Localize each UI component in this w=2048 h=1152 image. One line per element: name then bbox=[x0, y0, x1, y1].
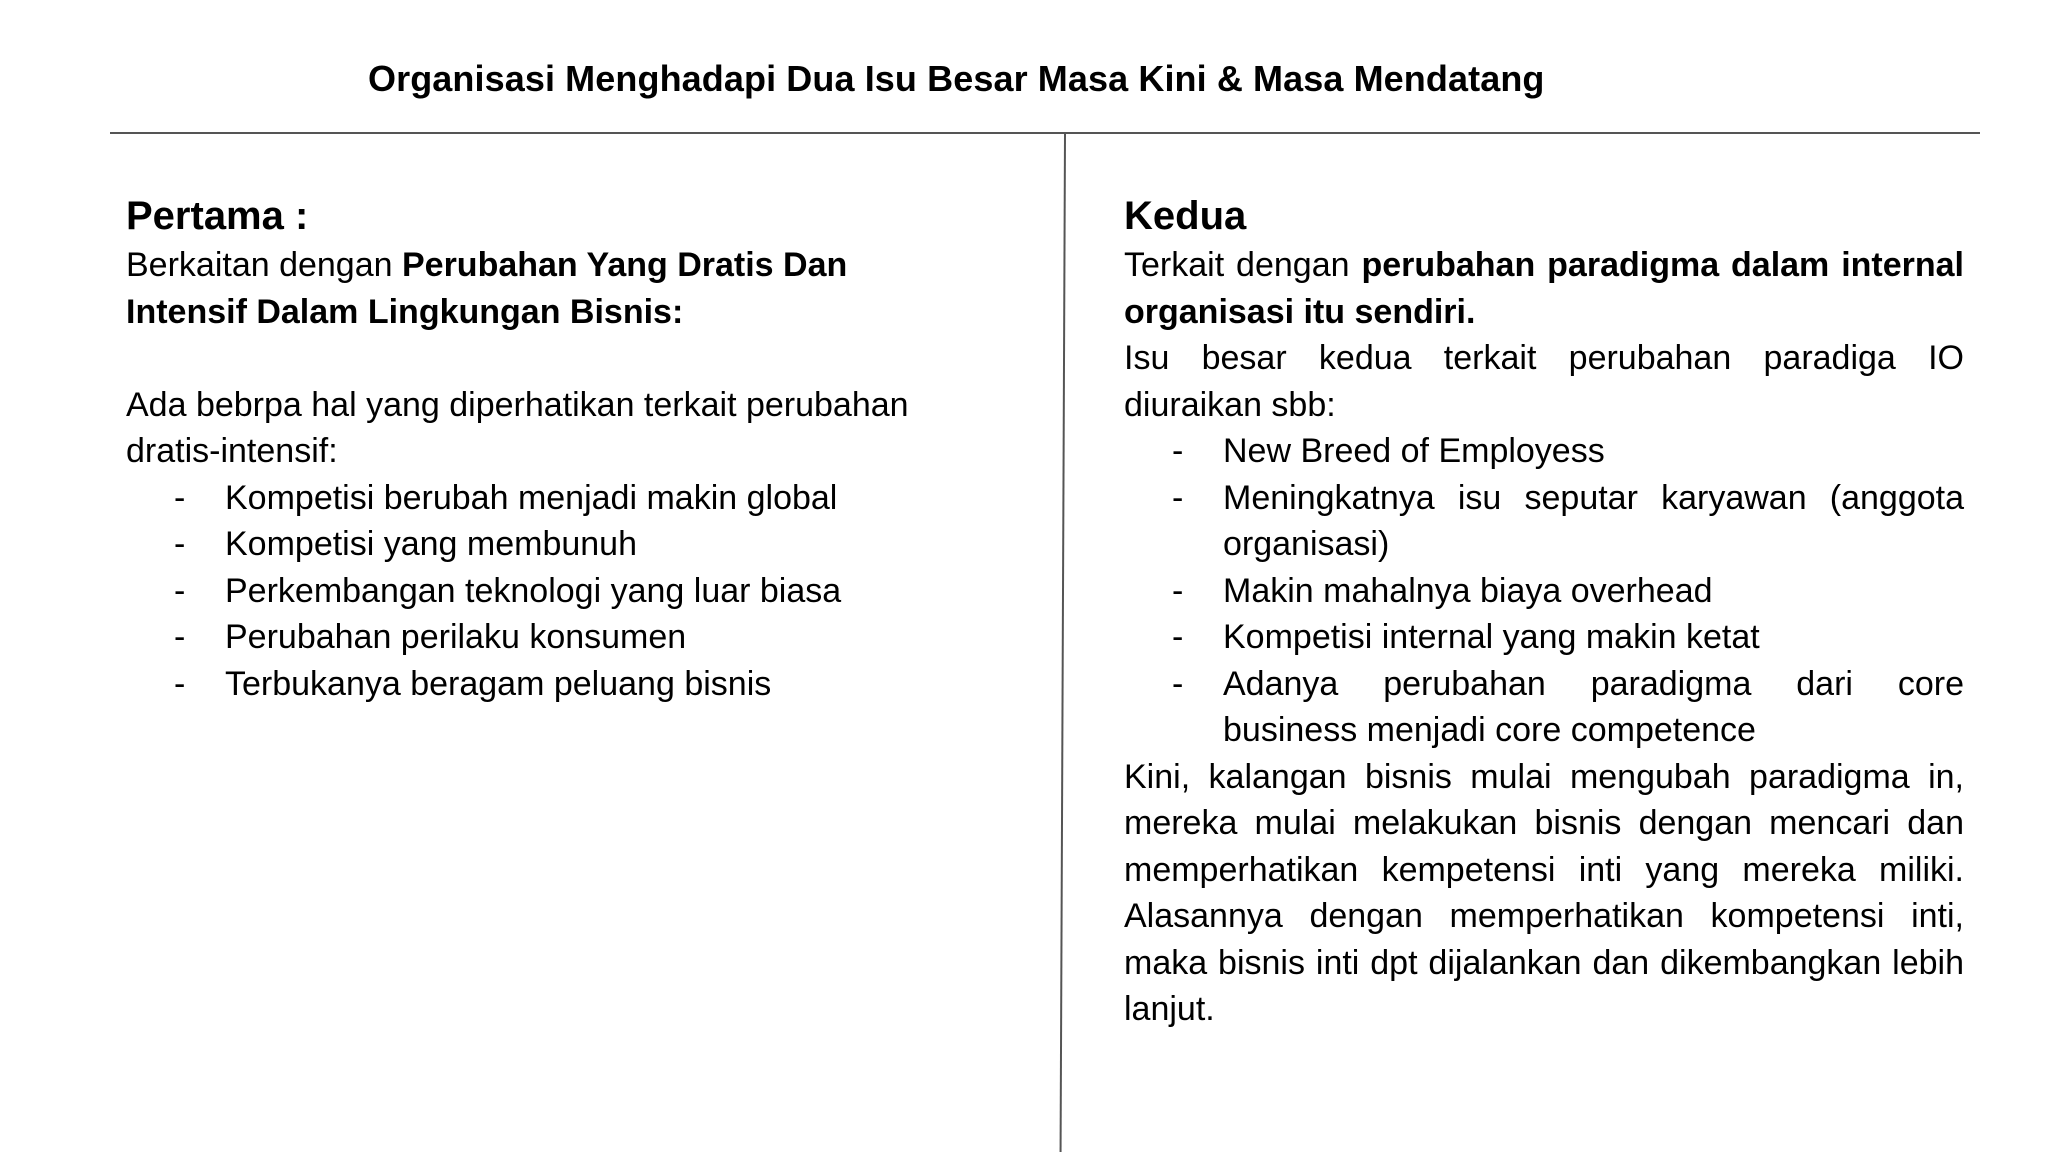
bullet-dash: - bbox=[174, 478, 186, 517]
list-item-text: Adanya perubahan paradigma dari core business menjadi core competence bbox=[1223, 664, 1964, 749]
bullet-dash: - bbox=[174, 664, 186, 703]
bullet-dash: - bbox=[1172, 571, 1184, 610]
right-closing-paragraph: Kini, kalangan bisnis mulai mengubah paradigma in, mereka mulai melakukan bisnis dengan mencari dan memperhatikan kempetensi inti yang mereka miliki. Alasannya dengan memperhatikan kompetensi inti, maka bisnis inti dpt dijalankan dan dikembangkan lebih lanjut. bbox=[1124, 757, 1964, 1028]
list-item-text: Terbukanya beragam peluang bisnis bbox=[225, 664, 772, 703]
column-divider bbox=[1060, 134, 1066, 1152]
list-item bbox=[1124, 614, 1964, 661]
bullet-dash: - bbox=[1172, 664, 1184, 703]
list-item-text: New Breed of Employess bbox=[1223, 432, 1605, 470]
right-bullet-list bbox=[1124, 428, 1964, 754]
left-heading: Pertama : bbox=[126, 194, 309, 238]
slide-title: Organisasi Menghadapi Dua Isu Besar Masa Kini & Masa Mendatang bbox=[368, 58, 1545, 99]
list-item bbox=[126, 614, 946, 661]
list-item bbox=[126, 568, 946, 615]
list-item bbox=[1124, 568, 1964, 615]
right-paragraph: Isu besar kedua terkait perubahan paradiga IO diuraikan sbb: bbox=[1124, 339, 1964, 424]
title-divider bbox=[110, 132, 1980, 134]
list-item-text: Kompetisi berubah menjadi makin global bbox=[225, 478, 838, 517]
list-item bbox=[126, 475, 946, 522]
list-item-text: Kompetisi internal yang makin ketat bbox=[1223, 618, 1760, 656]
right-heading: Kedua bbox=[1124, 194, 1247, 238]
right-intro-bold: perubahan paradigma dalam internal organisasi itu sendiri. bbox=[1124, 246, 1964, 331]
right-column bbox=[1124, 190, 1964, 1033]
list-item-text: Perkembangan teknologi yang luar biasa bbox=[225, 571, 842, 610]
left-intro bbox=[126, 242, 946, 335]
bullet-dash: - bbox=[174, 618, 186, 656]
right-intro bbox=[1124, 242, 1964, 335]
bullet-dash: - bbox=[174, 571, 186, 610]
left-intro-plain: Berkaitan dengan bbox=[126, 246, 402, 284]
bullet-dash: - bbox=[1172, 478, 1184, 517]
list-item-text: Meningkatnya isu seputar karyawan (anggota organisasi) bbox=[1223, 478, 1964, 563]
bullet-dash: - bbox=[1172, 432, 1184, 470]
right-intro-plain: Terkait dengan bbox=[1124, 246, 1362, 284]
list-item-text: Makin mahalnya biaya overhead bbox=[1223, 571, 1713, 610]
left-intro-bold: Perubahan Yang Dratis Dan Intensif Dalam Lingkungan Bisnis: bbox=[126, 246, 848, 331]
list-item bbox=[1124, 475, 1964, 568]
bullet-dash: - bbox=[174, 525, 186, 563]
left-bullet-list bbox=[126, 475, 946, 708]
left-column bbox=[126, 190, 946, 707]
list-item-text: Perubahan perilaku konsumen bbox=[225, 618, 687, 656]
list-item-text: Kompetisi yang membunuh bbox=[225, 525, 638, 563]
list-item bbox=[126, 661, 946, 708]
list-item bbox=[1124, 661, 1964, 754]
left-paragraph: Ada bebrpa hal yang diperhatikan terkait perubahan dratis-intensif: bbox=[126, 385, 909, 470]
list-item bbox=[1124, 428, 1964, 475]
bullet-dash: - bbox=[1172, 618, 1184, 656]
list-item bbox=[126, 521, 946, 568]
left-spacer bbox=[126, 335, 946, 382]
